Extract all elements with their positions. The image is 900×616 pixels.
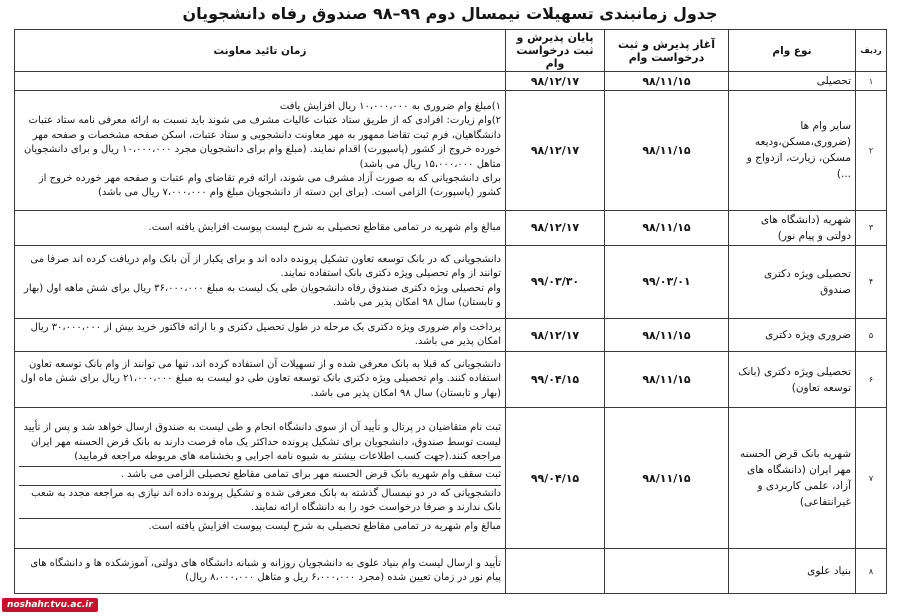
loan-type: تحصیلی ویژه دکتری (بانک توسعه تعاون) [729, 352, 856, 408]
approval-note: پرداخت وام ضروری ویژه دکتری یک مرحله در طول تحصیل دکتری و با ارائه فاکتور خرید بیش از ۳۰،۰۰۰،۰۰۰ ریال امکان پذیر می باشد. [30, 321, 501, 347]
loan-type: ضروری ویژه دکتری [729, 318, 856, 351]
table-row [15, 210, 887, 245]
row-number: ۴ [856, 245, 887, 318]
table-row [15, 245, 887, 318]
approval-note: مبالغ وام شهریه در تمامی مقاطع تحصیلی به شرح لیست پیوست افزایش یافته است. [148, 520, 501, 532]
approval-note: برای دانشجویانی که به صورت آزاد مشرف می شوند، ارائه فرم تقاضای وام عتبات و صفحه مهر خورده خروج از کشور (پاسپورت) الزامی است. (برای این دسته از دانشجویان مبلغ وام ۷،۰۰۰،۰۰۰ ریال می باشد) [38, 173, 501, 199]
start-date: ۹۸/۱۱/۱۵ [605, 352, 729, 408]
end-date: ۹۸/۱۲/۱۷ [506, 318, 605, 351]
table-body [15, 72, 887, 594]
row-number: ۶ [856, 352, 887, 408]
end-date: ۹۹/۰۴/۱۵ [506, 352, 605, 408]
page-title: جدول زمانبندی تسهیلات نیمسال دوم ۹۹–۹۸ صندوق رفاه دانشجویان [182, 4, 718, 23]
approval-note: دانشجویانی که در دو نیمسال گذشته به بانک معرفی شده و تشکیل پرونده داده اند نیازی به مراجعه مجدد به شعب بانک ندارند و صرفا درخواست خود را به دانشگاه ارائه نمایند. [19, 486, 501, 519]
approval-note: مبالغ وام شهریه در تمامی مقاطع تحصیلی به شرح لیست پیوست افزایش یافته است. [148, 221, 501, 233]
loan-type: تحصیلی [729, 72, 856, 91]
loan-type: شهریه بانک قرض الحسنه مهر ایران (دانشگاه های آزاد، علمی کاربردی و غیرانتفاعی) [729, 407, 856, 549]
approval-note: تأیید و ارسال لیست وام بنیاد علوی به دانشجویان روزانه و شبانه دانشگاه های دولتی، آموزشکده ها و دانشگاه های پیام نور در زمان تعیین شده (مجرد ۶،۰۰۰،۰۰۰ ریل و متاهل ۸،۰۰۰،۰۰۰ ریال) [30, 557, 501, 584]
approval-notes [15, 72, 506, 91]
header-row-number: ردیف [856, 30, 887, 72]
approval-note: وام تحصیلی ویژه دکتری صندوق رفاه دانشجویان طی یک لیست به مبلغ ۳۶،۰۰۰،۰۰۰ ریال برای شش ماهه اول (بهار و تابستان) سال ۹۸ امکان پذیر می باشد. [24, 282, 501, 309]
start-date: ۹۸/۱۱/۱۵ [605, 318, 729, 351]
row-number: ۷ [856, 407, 887, 549]
approval-notes [15, 407, 506, 549]
table-row [15, 549, 887, 594]
start-date: ۹۸/۱۱/۱۵ [605, 91, 729, 210]
start-date [605, 549, 729, 594]
approval-notes [15, 318, 506, 351]
approval-notes [15, 549, 506, 594]
row-number: ۲ [856, 91, 887, 210]
header-end: پایان پذیرش و ثبت درخواست وام [506, 30, 605, 72]
table-header-row [15, 30, 887, 72]
row-number: ۳ [856, 210, 887, 245]
approval-notes [15, 91, 506, 210]
row-number: ۸ [856, 549, 887, 594]
start-date: ۹۸/۱۱/۱۵ [605, 210, 729, 245]
row-number: ۵ [856, 318, 887, 351]
row-number: ۱ [856, 72, 887, 91]
start-date: ۹۹/۰۳/۰۱ [605, 245, 729, 318]
approval-notes [15, 352, 506, 408]
end-date: ۹۸/۱۲/۱۷ [506, 91, 605, 210]
end-date [506, 549, 605, 594]
end-date: ۹۹/۰۳/۳۰ [506, 245, 605, 318]
approval-note: ۱)مبلغ وام ضروری به ۱۰،۰۰۰،۰۰۰ ریال افزایش یافت [279, 100, 501, 112]
approval-note: ثبت سقف وام شهریه بانک قرض الحسنه مهر برای تمامی مقاطع تحصیلی الزامی می باشد . [19, 467, 501, 485]
header-approval: زمان تائید معاونت [15, 30, 506, 72]
approval-note: ۲)وام زیارت: افرادی که از طریق ستاد عتبات عالیات مشرف می شوند باید نسبت به ارائه معرفی نامه ستاد عتبات دانشگاهیان، فرم ثبت تقاضا ممهور به مهر معاونت دانشجویی و ستاد عتبات، اسکن صفحه مشخصات و صفحه مهر خورده خروج از کشور (پاسپورت) اقدام نمایند. (مبلغ وام برای دانشجویان مجرد ۱۰،۰۰۰،۰۰۰ ریال و برای دانشجویان متاهل ۱۵،۰۰۰،۰۰۰ ریال می باشد) [23, 115, 501, 170]
approval-notes [15, 210, 506, 245]
table-row [15, 352, 887, 408]
approval-note: دانشجویانی که در بانک توسعه تعاون تشکیل پرونده داده اند و برای یکبار از آن بانک وام دریافت کرده اند صرفا می توانند از وام تحصیلی ویژه دکتری بانک استفاده نمایند. [30, 254, 501, 280]
end-date: ۹۸/۱۲/۱۷ [506, 210, 605, 245]
table-row [15, 318, 887, 351]
approval-notes [15, 245, 506, 318]
start-date: ۹۸/۱۱/۱۵ [605, 407, 729, 549]
table-row [15, 91, 887, 210]
site-watermark: noshahr.tvu.ac.ir [2, 598, 98, 612]
header-start: آغاز پذیرش و ثبت درخواست وام [605, 30, 729, 72]
loan-type: بنیاد علوی [729, 549, 856, 594]
loan-type: سایر وام ها (ضروری،مسکن،ودیعه مسکن، زیارت، ازدواج و ...) [729, 91, 856, 210]
approval-note: دانشجویانی که قبلا به بانک معرفی شده و از تسهیلات آن استفاده کرده اند، تنها می توانند از وام بانک توسعه تعاون استفاده کنند. وام تحصیلی ویژه دکتری بانک توسعه تعاون طی دو لیست به مبلغ ۲۱،۰۰۰،۰۰۰ ریال برای شش ماه اول (بهار و تابستان) سال ۹۸ امکان پذیر می باشد. [20, 358, 501, 399]
schedule-table [14, 29, 887, 594]
header-loan-type: نوع وام [729, 30, 856, 72]
approval-note: ثبت نام متقاضیان در پرتال و تأیید آن از سوی دانشگاه انجام و طی لیست به صندوق ارسال خواهد شد و پس از تأیید لیست توسط صندوق، دانشجویان برای تشکیل پرونده حداکثر یک ماه فرصت دارند به بانک قرض الحسنه مهر ایران مراجعه کنند.(جهت کسب اطلاعات بیشتر به شیوه نامه اجرایی و بخشنامه های مربوطه مراجعه فرمایید) [19, 420, 501, 467]
end-date: ۹۸/۱۲/۱۷ [506, 72, 605, 91]
loan-type: شهریه (دانشگاه های دولتی و پیام نور) [729, 210, 856, 245]
table-row [15, 72, 887, 91]
table-row [15, 407, 887, 549]
loan-type: تحصیلی ویژه دکتری صندوق [729, 245, 856, 318]
start-date: ۹۸/۱۱/۱۵ [605, 72, 729, 91]
end-date: ۹۹/۰۴/۱۵ [506, 407, 605, 549]
